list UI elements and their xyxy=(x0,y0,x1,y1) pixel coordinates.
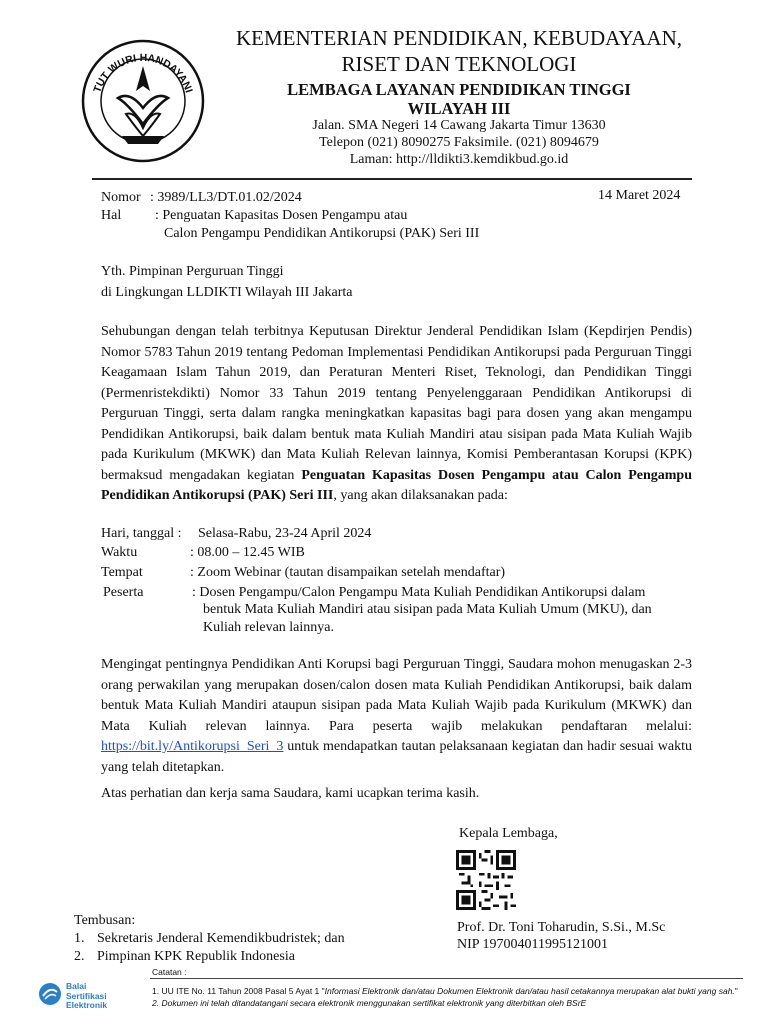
letter-date: 14 Maret 2024 xyxy=(598,188,681,203)
ministry-name-line2: RISET DAN TEKNOLOGI xyxy=(341,52,577,76)
agency-address: Jalan. SMA Negeri 14 Cawang Jakarta Timur 13630 xyxy=(312,118,606,133)
peserta-line1: : Dosen Pengampu/Calon Pengampu Mata Kuliah Pendidikan Antikorupsi dalam xyxy=(192,585,646,600)
nomor-value: : 3989/LL3/DT.01.02/2024 xyxy=(150,190,302,205)
event-name: Penguatan Kapasitas Dosen Pengampu atau Calon Pengampu Pendidikan Antikorupsi (PAK) Seri III xyxy=(101,467,693,503)
recipient-line2: di Lingkungan LLDIKTI Wilayah III Jakarta xyxy=(101,285,353,300)
footer-divider xyxy=(150,978,743,979)
tembusan-item: Pimpinan KPK Republik Indonesia xyxy=(97,949,295,964)
signature-qr-code xyxy=(456,850,516,910)
agency-phone: Telepon (021) 8090275 Faksimile. (021) 8094679 xyxy=(319,135,599,150)
bsre-name-line3: Elektronik xyxy=(66,1000,108,1010)
registration-text-after: untuk mendapatkan tautan pelaksanaan kegiatan dan hadir sesuai waktu yang telah ditetapkan. xyxy=(101,739,692,775)
hari-value: Selasa-Rabu, 23-24 April 2024 xyxy=(198,526,372,541)
tembusan-item-number: 1. xyxy=(74,931,85,946)
catatan-label xyxy=(152,967,187,977)
waktu-value: : 08.00 – 12.45 WIB xyxy=(190,545,305,560)
opening-paragraph xyxy=(101,322,692,507)
footer-note-2: 2. Dokumen ini telah ditandatangani secara elektronik menggunakan sertifikat elektronik yang diterbitkan oleh BSrE xyxy=(152,998,587,1008)
svg-text:TUT WURI HANDAYANI: TUT WURI HANDAYANI xyxy=(91,51,195,95)
peserta-label: Peserta xyxy=(103,585,144,600)
opening-paragraph-tail: , yang akan dilaksanakan pada: xyxy=(333,488,508,503)
signatory-name: Prof. Dr. Toni Toharudin, S.Si., M.Sc xyxy=(457,920,666,935)
agency-name-line2: WILAYAH III xyxy=(407,99,511,118)
closing-sentence: Atas perhatian dan kerja sama Saudara, kami ucapkan terima kasih. xyxy=(101,786,480,801)
catatan-label-text: Catatan : xyxy=(152,967,187,977)
recipient-line1: Yth. Pimpinan Perguruan Tinggi xyxy=(101,264,284,279)
hal-line1: : Penguatan Kapasitas Dosen Pengampu atau xyxy=(155,208,408,223)
letterhead-divider xyxy=(92,178,692,180)
tembusan-item-number: 2. xyxy=(74,949,85,964)
peserta-line3: Kuliah relevan lainnya. xyxy=(203,620,335,635)
bsre-name-line1: Balai xyxy=(66,981,87,991)
nomor-label: Nomor xyxy=(101,190,141,205)
footer-note-1-quote: Informasi Elektronik dan/atau Dokumen Elektronik dan/atau hasil cetakannya merupakan alat bukti yang sah. xyxy=(324,986,735,996)
tempat-label: Tempat xyxy=(101,565,143,580)
footer-note-1-end: " xyxy=(734,986,738,996)
tembusan-item: Sekretaris Jenderal Kemendikbudristek; dan xyxy=(97,931,345,946)
bsre-logo-icon xyxy=(38,982,62,1006)
bsre-name xyxy=(66,982,107,1011)
footer-note-1 xyxy=(152,986,738,996)
registration-paragraph xyxy=(101,655,692,778)
registration-link[interactable]: https://bit.ly/Antikorupsi_Seri_3 xyxy=(101,739,284,754)
registration-text: Mengingat pentingnya Pendidikan Anti Korupsi bagi Perguruan Tinggi, Saudara mohon menugaskan 2-3 orang perwakilan yang merupakan dosen/calon dosen mata Kuliah Pendidikan Antikorupsi, baik dalam bentuk Mata Kuliah Mandiri ataupun sisipan pada Mata Kuliah Wajib pada Kurikulum (MKWK) dan Mata Kuliah relevan lainnya. Para peserta wajib melakukan pendaftaran melalui: xyxy=(101,657,692,734)
tembusan-heading: Tembusan: xyxy=(74,913,136,928)
tempat-value: : Zoom Webinar (tautan disampaikan setelah mendaftar) xyxy=(190,565,506,580)
opening-paragraph-text: Sehubungan dengan telah terbitnya Keputusan Direktur Jenderal Pendidikan Islam (Kepdirjen Pendis) Nomor 5783 Tahun 2019 tentang Pedoman Implementasi Pendidikan Antikorupsi pada Perguruan Tinggi Keagamaan Islam Tahun 2019, dan Peraturan Menteri Riset, Teknologi, dan Pendidikan Tinggi (Permenristekdikti) Nomor 33 Tahun 2019 tentang Penyelenggaraan Pendidikan Antikorupsi di Perguruan Tinggi, serta dalam rangka meningkatkan kapasitas bagi para dosen yang akan mengampu Pendidikan Antikorupsi, baik dalam bentuk mata Kuliah Mandiri atau sisipan pada Mata Kuliah Wajib pada Kurikulum (MKWK) dan Mata Kuliah Relevan lainnya, Komisi Pemberantasan Korupsi (KPK) bermaksud mengadakan kegiatan xyxy=(101,324,692,483)
hari-label: Hari, tanggal : xyxy=(101,526,182,541)
hal-label: Hal xyxy=(101,208,122,223)
bsre-name-line2: Sertifikasi xyxy=(66,990,107,1001)
signatory-title: Kepala Lembaga, xyxy=(459,826,558,841)
ministry-name-line1: KEMENTERIAN PENDIDIKAN, KEBUDAYAAN, xyxy=(235,26,683,50)
agency-website: Laman: http://lldikti3.kemdikbud.go.id xyxy=(349,152,569,167)
peserta-line2: bentuk Mata Kuliah Mandiri atau sisipan pada Mata Kuliah Umum (MKU), dan xyxy=(203,602,652,617)
signatory-nip: NIP 197004011995121001 xyxy=(457,937,609,952)
footer-note-1-prefix: 1. UU ITE No. 11 Tahun 2008 Pasal 5 Ayat 1 " xyxy=(152,986,325,996)
agency-name-line1: LEMBAGA LAYANAN PENDIDIKAN TINGGI xyxy=(287,80,631,99)
hal-line2: Calon Pengampu Pendidikan Antikorupsi (PAK) Seri III xyxy=(164,226,480,241)
waktu-label: Waktu xyxy=(101,545,138,560)
